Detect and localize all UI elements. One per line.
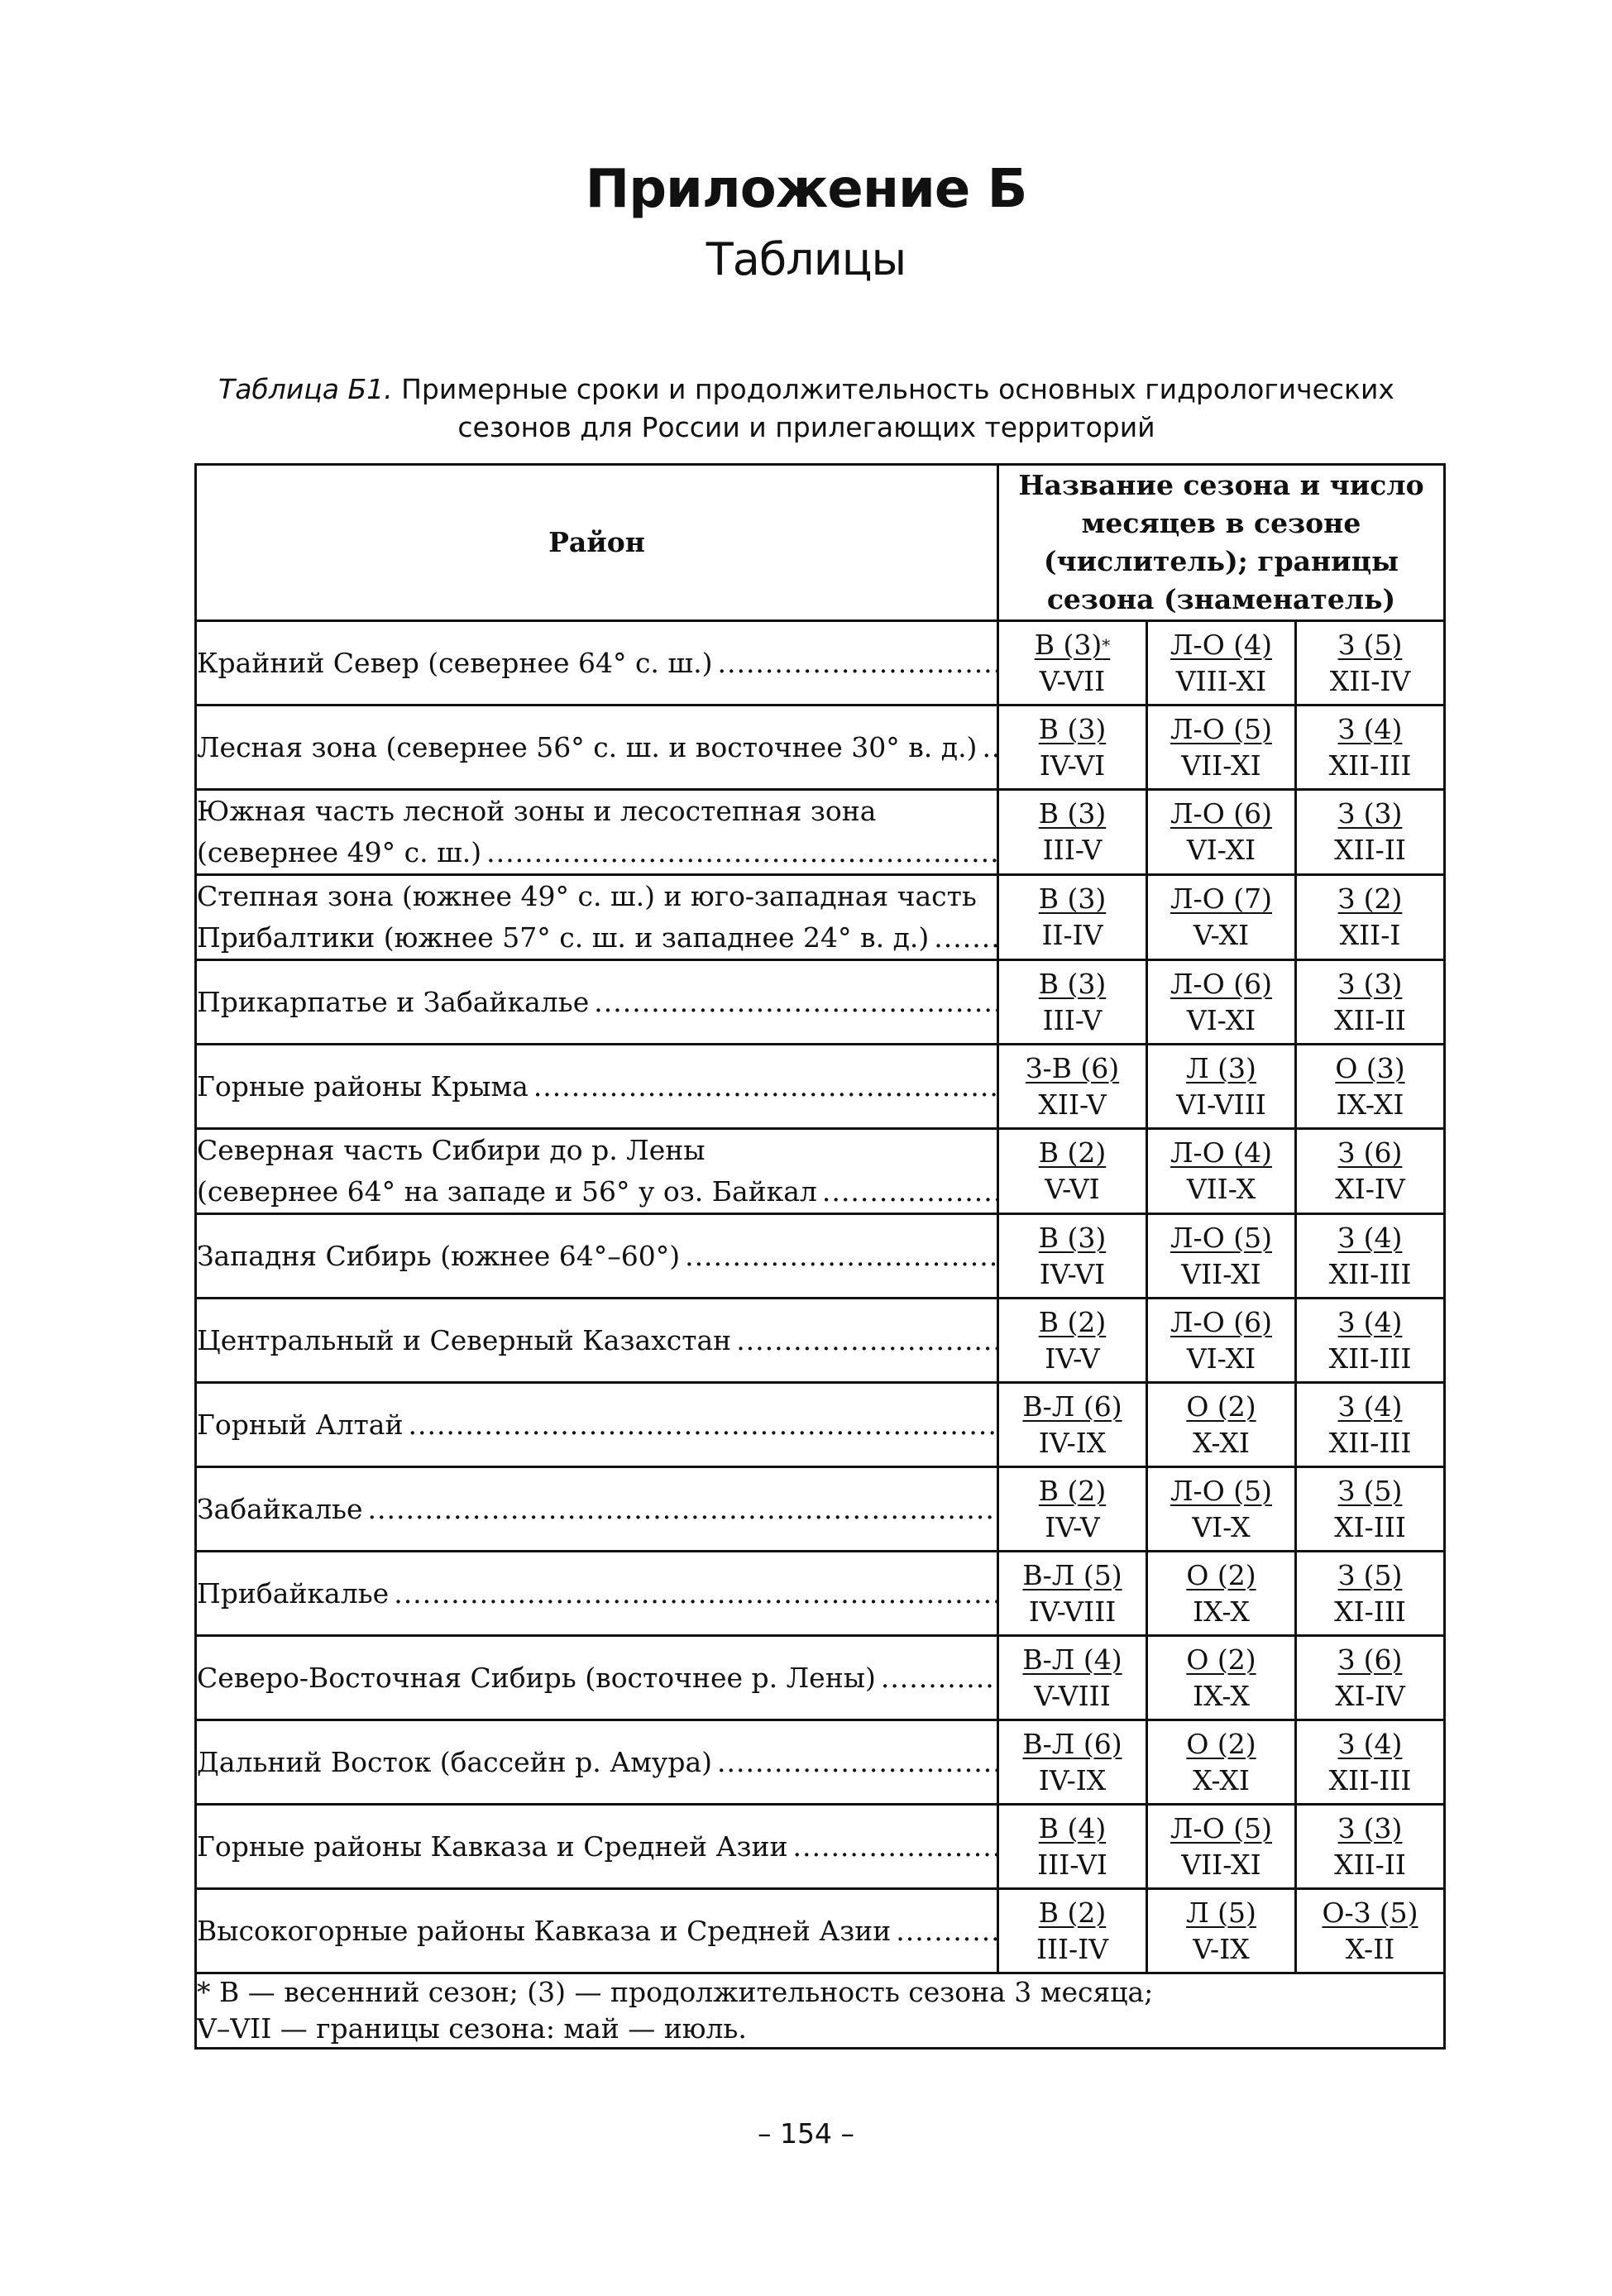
season-numerator: В (3) <box>1038 797 1107 830</box>
table-caption <box>190 371 1423 447</box>
region-name: Высокогорные районы Кавказа и Средней Азии <box>197 1914 892 1947</box>
season-name-duration <box>1148 881 1294 917</box>
region-name: Северо-Восточная Сибирь (восточнее р. Лены) <box>197 1661 876 1694</box>
season-name-duration <box>1148 1895 1294 1931</box>
season-numerator: В (3) <box>1038 712 1107 745</box>
region-line <box>197 1573 997 1614</box>
season-name-duration <box>1148 1642 1294 1678</box>
season-name-duration <box>999 1895 1146 1931</box>
season-bounds: XII-III <box>1328 1426 1412 1459</box>
season-cell <box>998 1636 1147 1720</box>
season-numerator: В (2) <box>1038 1896 1107 1929</box>
season-bounds: V-VII <box>1039 664 1106 697</box>
footnote-line-2: V–VII — границы сезона: май — июль. <box>197 2012 747 2045</box>
season-numerator: З (6) <box>1337 1136 1403 1169</box>
season-cell <box>1147 706 1296 790</box>
season-name-duration <box>1148 1473 1294 1509</box>
table-row <box>196 1805 1445 1889</box>
region-line <box>197 1130 997 1171</box>
table-row <box>196 875 1445 960</box>
season-numerator: З (4) <box>1337 712 1403 745</box>
season-numerator: З (5) <box>1337 1474 1403 1507</box>
dot-leader <box>408 1404 997 1446</box>
region-cell <box>196 1299 998 1383</box>
season-name-duration <box>1297 1557 1443 1594</box>
season-cell <box>1147 960 1296 1045</box>
footnote-marker: * <box>1102 634 1111 655</box>
season-bounds: XI-IV <box>1335 1173 1405 1205</box>
header-season: Название сезона и число месяцев в сезоне (числитель); границы сезона (знаменатель) <box>998 465 1445 621</box>
season-name-duration <box>1297 1895 1443 1931</box>
season-name-duration <box>1148 1304 1294 1341</box>
season-bounds: XI-III <box>1334 1510 1406 1543</box>
season-name-duration <box>1297 711 1443 748</box>
table-row <box>196 960 1445 1045</box>
dot-leader <box>982 727 997 768</box>
region-name: Прикарпатье и Забайкалье <box>197 985 590 1018</box>
season-numerator: Л-О (6) <box>1170 1305 1272 1338</box>
season-name-duration <box>1148 1389 1294 1425</box>
season-numerator: З (2) <box>1337 883 1403 915</box>
season-bounds: XII-I <box>1339 919 1401 951</box>
region-name: (севернее 64° на западе и 56° у оз. Байкал <box>197 1175 817 1208</box>
season-bounds: IV-IX <box>1038 1426 1107 1459</box>
season-name-duration <box>1148 627 1294 663</box>
season-bounds: III-VI <box>1037 1848 1107 1881</box>
season-bounds: IX-X <box>1193 1679 1250 1712</box>
season-numerator: З (5) <box>1337 628 1403 661</box>
region-name: Северная часть Сибири до р. Лены <box>197 1134 706 1166</box>
season-name-duration <box>999 796 1146 832</box>
season-bounds: XII-III <box>1328 1763 1412 1796</box>
region-line <box>197 1489 997 1530</box>
season-bounds: IX-X <box>1193 1595 1250 1628</box>
season-numerator: Л-О (6) <box>1170 967 1272 1000</box>
season-bounds: III-V <box>1042 834 1103 866</box>
dot-leader <box>533 1066 997 1107</box>
season-bounds: X-II <box>1345 1932 1395 1965</box>
region-name: Прибалтики (южнее 57° с. ш. и западнее 24° в. д.) <box>197 921 930 954</box>
region-line <box>197 917 997 959</box>
region-line <box>197 727 997 768</box>
season-cell <box>1296 1299 1445 1383</box>
region-cell <box>196 706 998 790</box>
season-cell <box>1147 1636 1296 1720</box>
season-name-duration <box>1297 1135 1443 1171</box>
season-numerator: З-В (6) <box>1025 1051 1120 1084</box>
season-cell <box>1296 1045 1445 1129</box>
season-cell <box>998 1889 1147 1973</box>
table-row <box>196 1299 1445 1383</box>
region-name: Центральный и Северный Казахстан <box>197 1323 732 1356</box>
season-name-duration <box>999 1050 1146 1087</box>
region-cell <box>196 1383 998 1467</box>
region-line <box>197 1742 997 1783</box>
season-bounds: VII-X <box>1186 1173 1256 1205</box>
season-bounds: VII-XI <box>1181 1257 1261 1290</box>
season-bounds: XII-II <box>1334 834 1406 866</box>
season-name-duration <box>1297 1389 1443 1425</box>
season-cell <box>998 875 1147 960</box>
season-cell <box>1147 1045 1296 1129</box>
season-bounds: V-IX <box>1193 1932 1250 1965</box>
appendix-subtitle: Таблицы <box>706 233 906 285</box>
dot-leader <box>881 1657 997 1699</box>
season-bounds: IV-VI <box>1039 1257 1106 1290</box>
season-bounds: VI-XI <box>1186 1342 1256 1375</box>
season-cell <box>1296 621 1445 706</box>
season-bounds: IX-XI <box>1336 1088 1404 1121</box>
season-cell <box>1147 1129 1296 1214</box>
dot-leader <box>822 1171 997 1213</box>
season-name-duration <box>999 1473 1146 1509</box>
season-numerator: Л-О (5) <box>1170 1221 1272 1254</box>
table-row <box>196 790 1445 875</box>
region-line <box>197 1236 997 1277</box>
season-cell <box>1296 1552 1445 1636</box>
season-name-duration <box>999 966 1146 1002</box>
season-name-duration <box>999 1220 1146 1256</box>
region-cell <box>196 960 998 1045</box>
region-name: Забайкалье <box>197 1492 363 1525</box>
region-name: Крайний Север (севернее 64° с. ш.) <box>197 646 713 679</box>
region-name: Дальний Восток (бассейн р. Амура) <box>197 1745 712 1778</box>
region-name: Лесная зона (севернее 56° с. ш. и восточнее 30° в. д.) <box>197 730 978 763</box>
season-cell <box>998 790 1147 875</box>
season-bounds: XII-III <box>1328 1257 1412 1290</box>
table-row <box>196 1467 1445 1552</box>
dot-leader <box>685 1236 997 1277</box>
season-cell <box>1147 790 1296 875</box>
season-cell <box>998 960 1147 1045</box>
season-bounds: VI-X <box>1192 1510 1251 1543</box>
season-bounds: III-V <box>1042 1003 1103 1036</box>
season-numerator: О (2) <box>1186 1558 1256 1591</box>
region-line <box>197 1171 997 1213</box>
season-cell <box>1147 1214 1296 1299</box>
season-bounds: IV-VI <box>1039 749 1106 782</box>
season-name-duration <box>999 881 1146 917</box>
region-line <box>197 832 997 873</box>
season-bounds: XII-II <box>1334 1848 1406 1881</box>
season-cell <box>998 1467 1147 1552</box>
table-row <box>196 1383 1445 1467</box>
season-cell <box>1296 1383 1445 1467</box>
table-row <box>196 706 1445 790</box>
season-name-duration <box>999 1810 1146 1847</box>
season-bounds: IV-V <box>1045 1510 1100 1543</box>
region-line <box>197 982 997 1023</box>
table-header-row <box>196 465 1445 621</box>
season-name-duration <box>1148 966 1294 1002</box>
dot-leader <box>792 1826 997 1868</box>
season-bounds: VI-VIII <box>1176 1088 1266 1121</box>
season-bounds: VII-XI <box>1181 749 1261 782</box>
season-cell <box>1147 1552 1296 1636</box>
dot-leader <box>594 982 997 1023</box>
season-name-duration <box>1148 1220 1294 1256</box>
season-numerator: В-Л (6) <box>1022 1727 1122 1760</box>
season-bounds: VI-XI <box>1186 834 1256 866</box>
region-cell <box>196 1045 998 1129</box>
season-numerator: З (5) <box>1337 1558 1403 1591</box>
region-cell <box>196 1889 998 1973</box>
season-bounds: XII-V <box>1038 1088 1107 1121</box>
region-cell <box>196 1636 998 1720</box>
region-name: Горные районы Кавказа и Средней Азии <box>197 1830 788 1863</box>
season-name-duration <box>1297 796 1443 832</box>
season-name-duration <box>1148 1135 1294 1171</box>
season-numerator: З (4) <box>1337 1305 1403 1338</box>
region-line <box>197 1066 997 1107</box>
region-line <box>197 1404 997 1446</box>
season-bounds: V-VIII <box>1034 1679 1111 1712</box>
season-name-duration <box>1297 1304 1443 1341</box>
region-name: Горный Алтай <box>197 1408 404 1441</box>
season-name-duration <box>999 1135 1146 1171</box>
season-numerator: З (3) <box>1337 797 1403 830</box>
dot-leader <box>486 832 997 873</box>
dot-leader <box>934 917 997 959</box>
season-name-duration <box>1148 711 1294 748</box>
season-bounds: X-XI <box>1193 1426 1250 1459</box>
dot-leader <box>394 1573 997 1614</box>
table-caption-label: Таблица Б1. <box>218 373 393 405</box>
season-cell <box>1147 621 1296 706</box>
season-cell <box>1296 1129 1445 1214</box>
season-cell <box>1147 875 1296 960</box>
season-cell <box>998 1045 1147 1129</box>
season-numerator: О (2) <box>1186 1390 1256 1423</box>
season-numerator: В (2) <box>1038 1305 1107 1338</box>
region-name: Степная зона (южнее 49° с. ш.) и юго-западная часть <box>197 880 977 912</box>
season-cell <box>998 1805 1147 1889</box>
table-row <box>196 1045 1445 1129</box>
season-numerator: З (4) <box>1337 1221 1403 1254</box>
region-line <box>197 1826 997 1868</box>
season-bounds: II-IV <box>1041 919 1103 951</box>
region-line <box>197 1911 997 1952</box>
table-row <box>196 1889 1445 1973</box>
season-name-duration <box>999 711 1146 748</box>
dot-leader <box>736 1320 997 1361</box>
season-name-duration <box>1297 627 1443 663</box>
region-line <box>197 791 997 832</box>
season-numerator: З (3) <box>1337 1811 1403 1844</box>
season-bounds: VIII-XI <box>1175 664 1267 697</box>
season-cell <box>1147 1299 1296 1383</box>
season-bounds: XII-II <box>1334 1003 1406 1036</box>
season-numerator: Л-О (4) <box>1170 1136 1272 1169</box>
season-bounds: XI-IV <box>1335 1679 1405 1712</box>
season-cell <box>998 1720 1147 1805</box>
season-cell <box>1147 1467 1296 1552</box>
season-name-duration <box>999 1642 1146 1678</box>
season-cell <box>1296 1467 1445 1552</box>
season-bounds: IV-VIII <box>1028 1595 1117 1628</box>
header-region: Район <box>196 465 998 621</box>
season-bounds: XII-III <box>1328 1342 1412 1375</box>
season-numerator: О-З (5) <box>1322 1896 1418 1929</box>
season-bounds: IV-V <box>1045 1342 1100 1375</box>
page-number: – 154 – <box>758 2117 854 2150</box>
season-numerator: Л-О (4) <box>1170 628 1272 661</box>
season-bounds: XI-III <box>1334 1595 1406 1628</box>
table-footnote <box>196 1973 1445 2049</box>
season-name-duration <box>999 627 1146 663</box>
region-cell <box>196 621 998 706</box>
table-row <box>196 1720 1445 1805</box>
season-numerator: Л-О (6) <box>1170 797 1272 830</box>
season-numerator: З (4) <box>1337 1390 1403 1423</box>
season-numerator: В (4) <box>1038 1811 1107 1844</box>
season-numerator: Л (3) <box>1186 1051 1256 1084</box>
dot-leader <box>368 1489 997 1530</box>
season-numerator: В (3) <box>1038 967 1107 1000</box>
seasons-table <box>194 463 1446 2050</box>
region-cell <box>196 1129 998 1214</box>
region-name: Горные районы Крыма <box>197 1069 529 1103</box>
season-bounds: V-XI <box>1193 919 1250 951</box>
season-cell <box>998 1552 1147 1636</box>
season-name-duration <box>1297 1473 1443 1509</box>
region-line <box>197 876 997 917</box>
season-numerator: В-Л (6) <box>1022 1390 1122 1423</box>
season-numerator: О (2) <box>1186 1643 1256 1676</box>
table-row <box>196 1214 1445 1299</box>
season-cell <box>998 1299 1147 1383</box>
season-bounds: X-XI <box>1193 1763 1250 1796</box>
table-row <box>196 1129 1445 1214</box>
season-numerator: В (3) <box>1038 1221 1107 1254</box>
season-cell <box>1147 1720 1296 1805</box>
season-cell <box>998 706 1147 790</box>
season-bounds: V-VI <box>1045 1173 1100 1205</box>
season-cell <box>1296 875 1445 960</box>
dot-leader <box>717 1742 997 1783</box>
season-numerator: В-Л (5) <box>1022 1558 1122 1591</box>
season-cell <box>998 1129 1147 1214</box>
season-numerator: В (3) <box>1034 628 1103 661</box>
footnote-line-1: * В — весенний сезон; (3) — продолжительность сезона 3 месяца; <box>197 1976 1154 2008</box>
season-bounds: III-IV <box>1036 1932 1109 1965</box>
season-bounds: VII-XI <box>1181 1848 1261 1881</box>
season-name-duration <box>1297 1642 1443 1678</box>
season-numerator: Л-О (7) <box>1170 883 1272 915</box>
season-name-duration <box>1148 1810 1294 1847</box>
table-row <box>196 1636 1445 1720</box>
season-cell <box>1296 960 1445 1045</box>
table-row <box>196 1552 1445 1636</box>
table-row <box>196 621 1445 706</box>
season-name-duration <box>1297 1726 1443 1763</box>
season-cell <box>1147 1889 1296 1973</box>
region-cell <box>196 1467 998 1552</box>
region-cell <box>196 1720 998 1805</box>
region-line <box>197 1657 997 1699</box>
season-cell <box>1296 1720 1445 1805</box>
region-cell <box>196 1214 998 1299</box>
region-name: Южная часть лесной зоны и лесостепная зона <box>197 795 877 827</box>
season-cell <box>998 621 1147 706</box>
dot-leader <box>717 643 997 684</box>
season-name-duration <box>1148 1557 1294 1594</box>
region-cell <box>196 1805 998 1889</box>
season-numerator: В (3) <box>1038 883 1107 915</box>
region-line <box>197 1320 997 1361</box>
season-name-duration <box>1148 1726 1294 1763</box>
season-numerator: Л-О (5) <box>1170 1811 1272 1844</box>
season-bounds: XII-IV <box>1329 664 1411 697</box>
season-bounds: VI-XI <box>1186 1003 1256 1036</box>
season-cell <box>1147 1383 1296 1467</box>
table-caption-text: Примерные сроки и продолжительность основных гидрологических сезонов для России и прилегающих территорий <box>401 373 1394 443</box>
season-cell <box>1296 1805 1445 1889</box>
season-numerator: Л (5) <box>1186 1896 1256 1929</box>
season-name-duration <box>999 1389 1146 1425</box>
season-numerator: О (2) <box>1186 1727 1256 1760</box>
season-numerator: З (4) <box>1337 1727 1403 1760</box>
season-cell <box>998 1214 1147 1299</box>
season-name-duration <box>1297 1220 1443 1256</box>
season-numerator: В (2) <box>1038 1474 1107 1507</box>
season-bounds: IV-IX <box>1038 1763 1107 1796</box>
season-cell <box>1296 1889 1445 1973</box>
footnote-row <box>196 1973 1445 2049</box>
appendix-title: Приложение Б <box>585 159 1027 220</box>
season-bounds: XII-III <box>1328 749 1412 782</box>
season-cell <box>1296 706 1445 790</box>
region-cell <box>196 1552 998 1636</box>
season-numerator: О (3) <box>1335 1051 1405 1084</box>
season-name-duration <box>999 1726 1146 1763</box>
season-numerator: З (3) <box>1337 967 1403 1000</box>
season-cell <box>1296 1214 1445 1299</box>
region-cell <box>196 875 998 960</box>
season-name-duration <box>1148 1050 1294 1087</box>
season-name-duration <box>1297 1810 1443 1847</box>
region-cell <box>196 790 998 875</box>
season-cell <box>1147 1805 1296 1889</box>
season-name-duration <box>1297 881 1443 917</box>
season-name-duration <box>1297 966 1443 1002</box>
season-cell <box>998 1383 1147 1467</box>
season-cell <box>1296 790 1445 875</box>
season-name-duration <box>999 1557 1146 1594</box>
season-name-duration <box>1148 796 1294 832</box>
season-numerator: В (2) <box>1038 1136 1107 1169</box>
season-name-duration <box>1297 1050 1443 1087</box>
season-numerator: З (6) <box>1337 1643 1403 1676</box>
region-name: (севернее 49° с. ш.) <box>197 836 482 868</box>
season-cell <box>1296 1636 1445 1720</box>
dot-leader <box>896 1911 997 1952</box>
season-numerator: В-Л (4) <box>1022 1643 1122 1676</box>
season-numerator: Л-О (5) <box>1170 712 1272 745</box>
region-line <box>197 643 997 684</box>
region-name: Западня Сибирь (южнее 64°–60°) <box>197 1239 681 1272</box>
season-numerator: Л-О (5) <box>1170 1474 1272 1507</box>
region-name: Прибайкалье <box>197 1576 390 1610</box>
season-name-duration <box>999 1304 1146 1341</box>
